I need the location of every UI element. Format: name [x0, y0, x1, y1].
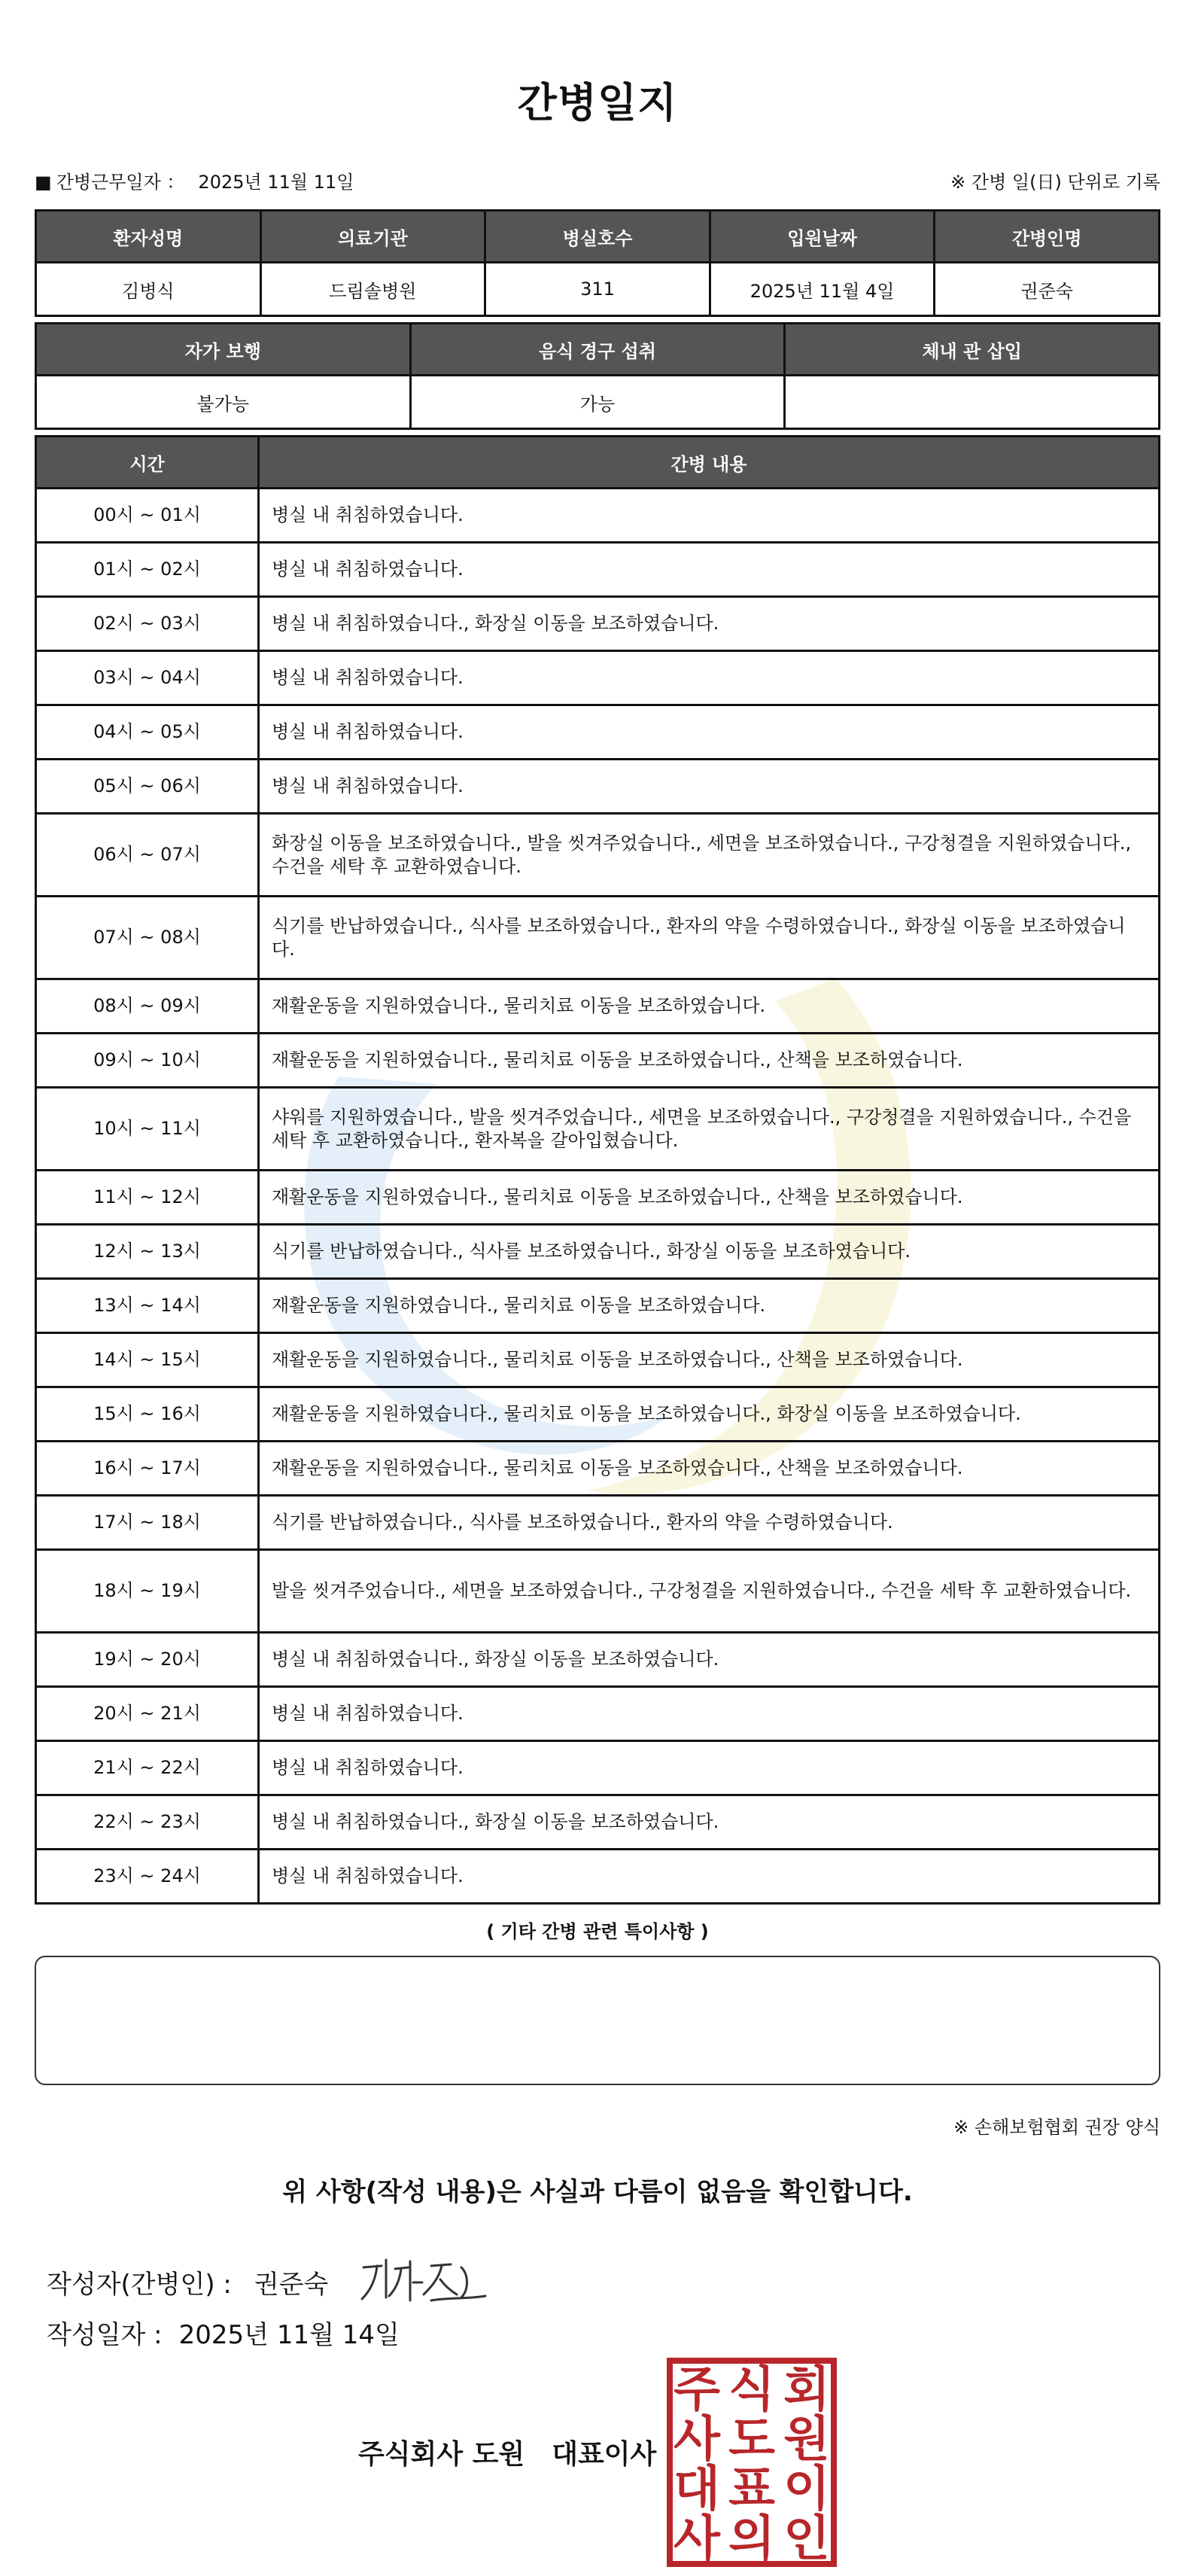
time-cell: 20시 ~ 21시 [36, 1687, 259, 1741]
time-cell: 22시 ~ 23시 [36, 1795, 259, 1850]
care-content-cell: 식기를 반납하였습니다., 식사를 보조하였습니다., 환자의 약을 수령하였습니다., 화장실 이동을 보조하였습니다. [259, 897, 1160, 979]
work-date-value: 2025년 11월 11일 [198, 172, 354, 193]
writer-name: 권준숙 [254, 2270, 329, 2300]
time-cell: 00시 ~ 01시 [36, 489, 259, 543]
care-content-cell: 병실 내 취침하였습니다. [259, 543, 1160, 597]
header-hospital: 의료기관 [260, 211, 485, 263]
time-cell: 15시 ~ 16시 [36, 1387, 259, 1442]
time-cell: 04시 ~ 05시 [36, 705, 259, 760]
time-cell: 23시 ~ 24시 [36, 1850, 259, 1904]
header-patient-name: 환자성명 [36, 211, 261, 263]
table-row [36, 1442, 1160, 1496]
care-content-cell: 병실 내 취침하였습니다. [259, 760, 1160, 814]
care-content-cell: 병실 내 취침하였습니다., 화장실 이동을 보조하였습니다. [259, 597, 1160, 651]
patient-name: 김병식 [36, 263, 261, 316]
time-cell: 18시 ~ 19시 [36, 1550, 259, 1633]
recommend-note: ※ 손해보험협회 권장 양식 [953, 2117, 1160, 2138]
seal-character: 주 [674, 2362, 720, 2418]
seal-character: 도 [728, 2412, 775, 2468]
patient-info-table [35, 209, 1160, 317]
meta-row [35, 167, 1160, 197]
company-name: 주식회사 도원 [358, 2439, 525, 2470]
seal-character: 사 [674, 2511, 720, 2567]
time-cell: 13시 ~ 14시 [36, 1279, 259, 1333]
square-bullet-icon: ■ [35, 172, 52, 193]
time-cell: 01시 ~ 02시 [36, 543, 259, 597]
header-care-content: 간병 내용 [259, 437, 1160, 489]
company-line [358, 2433, 656, 2471]
table-row [36, 814, 1160, 897]
table-row [36, 1279, 1160, 1333]
self-walking-value: 불가능 [36, 376, 411, 429]
table-row [36, 651, 1160, 705]
care-content-cell: 식기를 반납하였습니다., 식사를 보조하였습니다., 환자의 약을 수령하였습니다. [259, 1496, 1160, 1550]
time-cell: 03시 ~ 04시 [36, 651, 259, 705]
table-row [36, 897, 1160, 979]
write-date-line [47, 2314, 400, 2351]
work-date [35, 167, 354, 193]
header-self-walking: 자가 보행 [36, 324, 411, 376]
table-row [36, 705, 1160, 760]
table-row [36, 597, 1160, 651]
time-cell: 08시 ~ 09시 [36, 979, 259, 1034]
writer-line [47, 2252, 499, 2319]
time-cell: 14시 ~ 15시 [36, 1333, 259, 1387]
seal-character: 대 [674, 2462, 720, 2517]
table-row [36, 1687, 1160, 1741]
time-cell: 12시 ~ 13시 [36, 1225, 259, 1279]
writer-label: 작성자(간병인) : [47, 2270, 232, 2300]
confirmation-statement: 위 사항(작성 내용)은 사실과 다름이 없음을 확인합니다. [282, 2177, 913, 2207]
care-content-cell: 샤워를 지원하였습니다., 발을 씻겨주었습니다., 세면을 보조하였습니다., 구강청결을 지원하였습니다., 수건을 세탁 후 교환하였습니다., 환자복을 갈아입혔습니다. [259, 1088, 1160, 1171]
time-cell: 10시 ~ 11시 [36, 1088, 259, 1171]
hospital-name: 드림솔병원 [260, 263, 485, 316]
table-row [36, 1633, 1160, 1687]
table-row [36, 1795, 1160, 1850]
caregiver-name: 권준숙 [935, 263, 1160, 316]
admission-date: 2025년 11월 4일 [710, 263, 935, 316]
table-row [36, 543, 1160, 597]
care-content-cell: 병실 내 취침하였습니다., 화장실 이동을 보조하였습니다. [259, 1795, 1160, 1850]
care-content-cell: 재활운동을 지원하였습니다., 물리치료 이동을 보조하였습니다., 산책을 보조하였습니다. [259, 1333, 1160, 1387]
table-row [36, 489, 1160, 543]
care-content-cell: 발을 씻겨주었습니다., 세면을 보조하였습니다., 구강청결을 지원하였습니다., 수건을 세탁 후 교환하였습니다. [259, 1550, 1160, 1633]
care-content-cell: 화장실 이동을 보조하였습니다., 발을 씻겨주었습니다., 세면을 보조하였습니다., 구강청결을 지원하였습니다., 수건을 세탁 후 교환하였습니다. [259, 814, 1160, 897]
time-cell: 11시 ~ 12시 [36, 1171, 259, 1225]
time-cell: 21시 ~ 22시 [36, 1741, 259, 1795]
care-content-cell: 재활운동을 지원하였습니다., 물리치료 이동을 보조하였습니다., 산책을 보조하였습니다. [259, 1034, 1160, 1088]
care-content-cell: 재활운동을 지원하였습니다., 물리치료 이동을 보조하였습니다. [259, 979, 1160, 1034]
company-seal-stamp [665, 2356, 838, 2568]
seal-character: 식 [728, 2362, 775, 2418]
room-number: 311 [485, 263, 710, 316]
table-row [36, 1850, 1160, 1904]
time-cell: 09시 ~ 10시 [36, 1034, 259, 1088]
table-row [36, 1225, 1160, 1279]
seal-character: 인 [783, 2511, 830, 2567]
seal-character: 표 [728, 2462, 775, 2517]
header-room-number: 병실호수 [485, 211, 710, 263]
patient-ability-table [35, 322, 1160, 430]
seal-character: 이 [783, 2462, 830, 2517]
seal-character: 회 [783, 2362, 830, 2418]
special-notes-box [35, 1956, 1160, 2085]
care-content-cell: 재활운동을 지원하였습니다., 물리치료 이동을 보조하였습니다., 산책을 보조하였습니다. [259, 1442, 1160, 1496]
care-content-cell: 재활운동을 지원하였습니다., 물리치료 이동을 보조하였습니다., 산책을 보조하였습니다. [259, 1171, 1160, 1225]
time-cell: 16시 ~ 17시 [36, 1442, 259, 1496]
care-content-cell: 재활운동을 지원하였습니다., 물리치료 이동을 보조하였습니다., 화장실 이동을 보조하였습니다. [259, 1387, 1160, 1442]
care-content-cell: 식기를 반납하였습니다., 식사를 보조하였습니다., 화장실 이동을 보조하였습니다. [259, 1225, 1160, 1279]
care-content-cell: 병실 내 취침하였습니다. [259, 705, 1160, 760]
time-cell: 06시 ~ 07시 [36, 814, 259, 897]
table-row [36, 760, 1160, 814]
header-caregiver-name: 간병인명 [935, 211, 1160, 263]
time-cell: 02시 ~ 03시 [36, 597, 259, 651]
care-content-cell: 병실 내 취침하였습니다. [259, 1687, 1160, 1741]
care-content-cell: 병실 내 취침하였습니다. [259, 1850, 1160, 1904]
write-date-value: 2025년 11월 14일 [178, 2320, 400, 2350]
table-row [36, 1171, 1160, 1225]
table-row [36, 1333, 1160, 1387]
seal-character: 원 [783, 2412, 830, 2468]
time-cell: 05시 ~ 06시 [36, 760, 259, 814]
write-date-label: 작성일자 : [47, 2320, 163, 2350]
representative-title: 대표이사 [552, 2439, 657, 2470]
unit-note: ※ 간병 일(日) 단위로 기록 [950, 172, 1160, 193]
care-content-cell: 병실 내 취침하였습니다. [259, 489, 1160, 543]
table-row [36, 979, 1160, 1034]
header-tube-insertion: 체내 관 삽입 [785, 324, 1160, 376]
table-row [36, 1387, 1160, 1442]
care-log-table [35, 435, 1160, 1905]
notes-label: ( 기타 간병 관련 특이사항 ) [486, 1921, 709, 1942]
work-date-label: 간병근무일자 ： [56, 172, 185, 193]
header-time: 시간 [36, 437, 259, 489]
table-row [36, 1496, 1160, 1550]
care-content-cell: 재활운동을 지원하였습니다., 물리치료 이동을 보조하였습니다. [259, 1279, 1160, 1333]
seal-character: 사 [674, 2412, 720, 2468]
care-content-cell: 병실 내 취침하였습니다., 화장실 이동을 보조하였습니다. [259, 1633, 1160, 1687]
header-admission-date: 입원날짜 [710, 211, 935, 263]
tube-insertion-value [785, 376, 1160, 429]
seal-character: 의 [728, 2511, 775, 2567]
time-cell: 17시 ~ 18시 [36, 1496, 259, 1550]
table-row [36, 1088, 1160, 1171]
table-row [36, 1034, 1160, 1088]
handwritten-signature [356, 2252, 499, 2319]
page-title: 간병일지 [517, 79, 678, 126]
time-cell: 07시 ~ 08시 [36, 897, 259, 979]
header-oral-intake: 음식 경구 섭취 [410, 324, 785, 376]
time-cell: 19시 ~ 20시 [36, 1633, 259, 1687]
table-row [36, 1741, 1160, 1795]
oral-intake-value: 가능 [410, 376, 785, 429]
care-content-cell: 병실 내 취침하였습니다. [259, 651, 1160, 705]
care-log-rows [36, 489, 1160, 1904]
table-row [36, 1550, 1160, 1633]
care-content-cell: 병실 내 취침하였습니다. [259, 1741, 1160, 1795]
